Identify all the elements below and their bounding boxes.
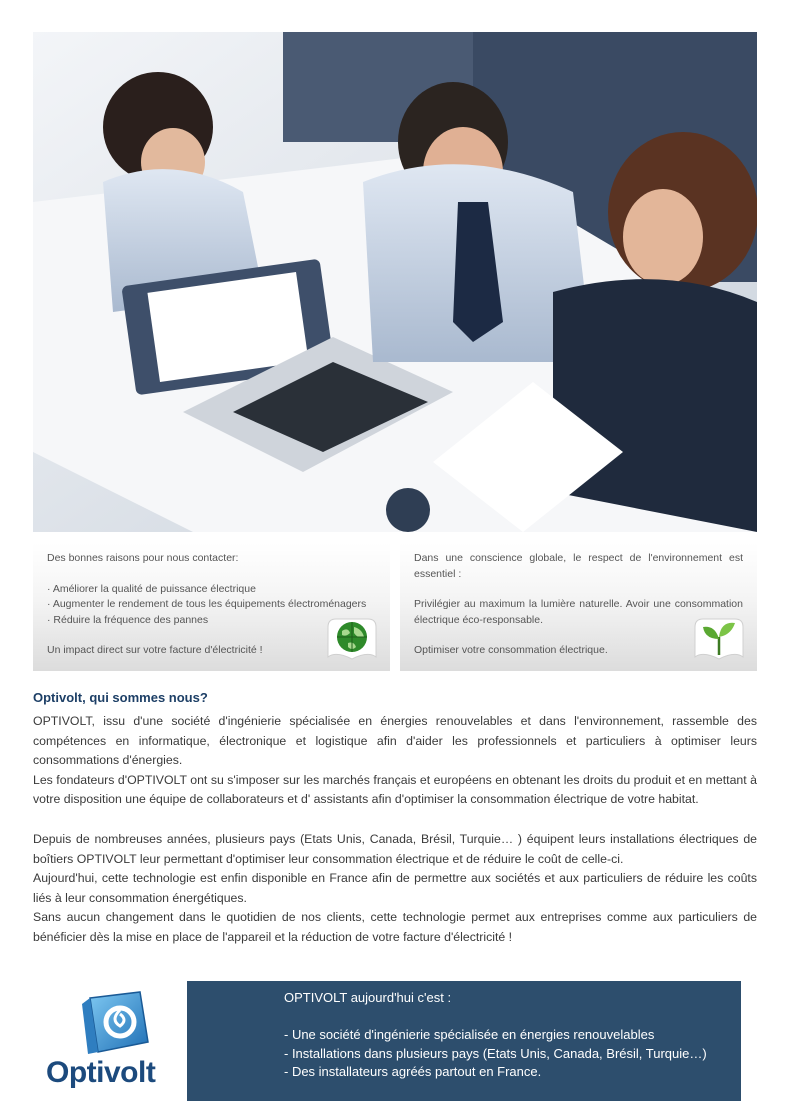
- about-text: [33, 712, 757, 948]
- reason-item: · Augmenter le rendement de tous les équipements électroménagers: [47, 598, 367, 610]
- today-panel: [187, 981, 741, 1101]
- about-paragraph: Les fondateurs d'OPTIVOLT ont su s'imposer sur les marchés français et européens en obtenant les droits du produit et en mettant à votre disposition une équipe de collaborateurs et d' assistants afin d'optimiser la consommation électrique de votre habitat.: [33, 772, 757, 807]
- about-title: Optivolt, qui sommes nous?: [33, 690, 208, 705]
- today-title: OPTIVOLT aujourd'hui c'est :: [284, 990, 452, 1005]
- today-item: - Installations dans plusieurs pays (Etats Unis, Canada, Brésil, Turquie…): [284, 1045, 707, 1061]
- reasons-footer: Un impact direct sur votre facture d'électricité !: [47, 644, 263, 656]
- environment-box: [400, 543, 757, 671]
- environment-footer: Optimiser votre consommation électrique.: [414, 644, 608, 656]
- reasons-title: Des bonnes raisons pour nous contacter:: [47, 552, 239, 564]
- today-item: - Des installateurs agréés partout en France.: [284, 1064, 542, 1079]
- environment-intro: Dans une conscience globale, le respect de l'environnement est essentiel :: [414, 552, 743, 580]
- sprout-icon: [691, 613, 747, 665]
- about-paragraph: Sans aucun changement dans le quotidien de nos clients, cette technologie permet aux entreprises comme aux particuliers de bénéficier dès la mise en place de l'appareil et la réduction de votre facture d'électricité !: [33, 910, 757, 944]
- hero-photo: [33, 32, 757, 532]
- globe-leaf-icon: [324, 613, 380, 665]
- environment-paragraph: Privilégier au maximum la lumière naturelle. Avoir une consommation électrique éco-responsable.: [414, 598, 743, 626]
- about-paragraph: OPTIVOLT, issu d'une société d'ingénierie spécialisée en énergies renouvelables et dans l'environnement, rassemble des compétences en informatique, électronique et logistique afin d'aider les professionnels et particuliers à optimiser leurs consommations d'énergies.: [33, 714, 757, 768]
- today-item: - Une société d'ingénierie spécialisée en énergies renouvelables: [284, 1027, 655, 1042]
- about-paragraph: Depuis de nombreuses années, plusieurs pays (Etats Unis, Canada, Brésil, Turquie… ) équipent leurs installations électriques de boîtiers OPTIVOLT leur permettant d'optimiser leur consommation électrique et de réduire le coût de celle-ci.: [33, 831, 757, 866]
- logo-wordmark: Optivolt: [46, 1056, 156, 1089]
- reason-item: · Réduire la fréquence des pannes: [47, 613, 209, 626]
- reasons-box: [33, 543, 390, 671]
- reason-item: · Améliorer la qualité de puissance électrique: [47, 582, 256, 595]
- about-paragraph: Aujourd'hui, cette technologie est enfin disponible en France afin de permettre aux sociétés et aux particuliers de réduire les coûts liés à leur consommation énergétiques.: [33, 871, 757, 905]
